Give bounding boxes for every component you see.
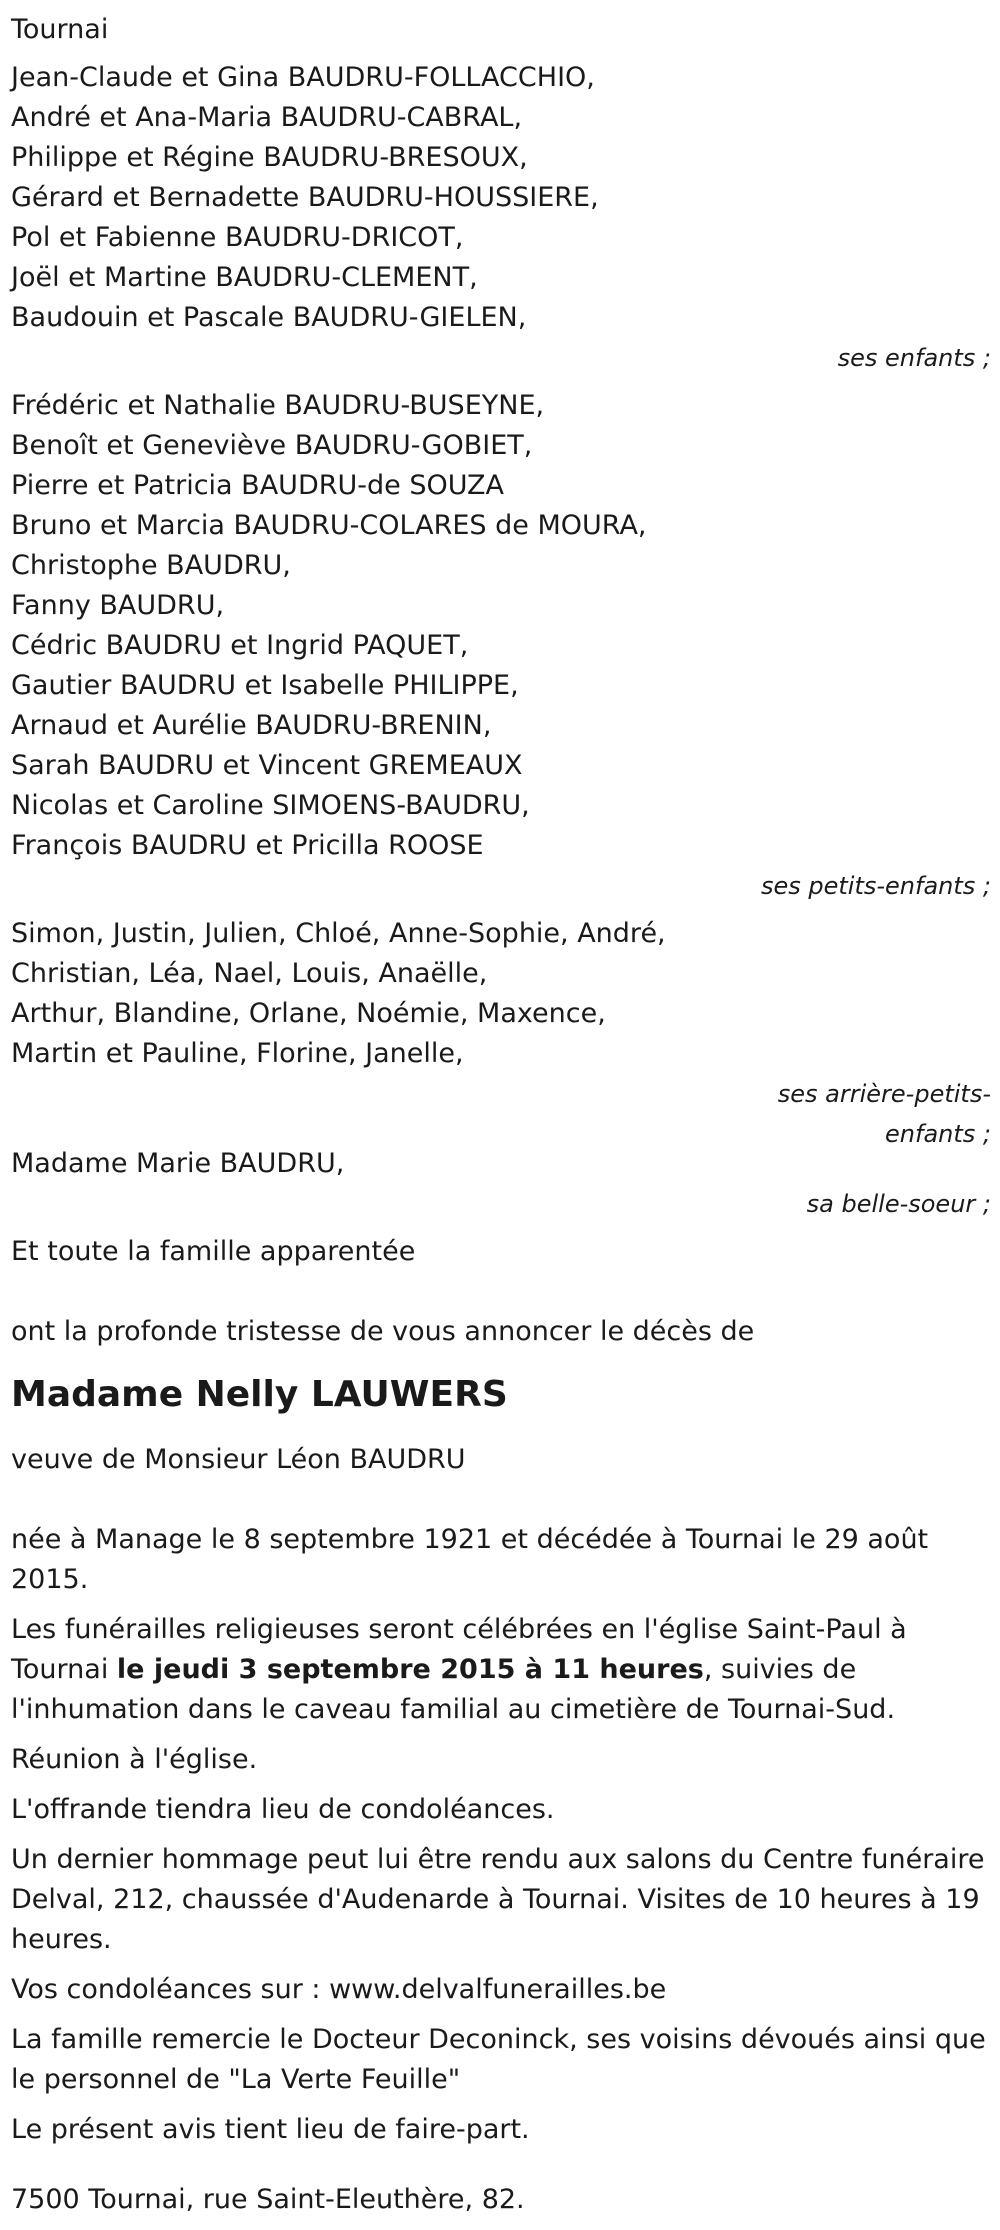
- sister-in-law-role: [11, 1184, 991, 1224]
- list-item: Jean-Claude et Gina BAUDRU-FOLLACCHIO,: [11, 62, 595, 93]
- role-label: ses arrière-petits-: [777, 1080, 991, 1108]
- list-item: Christian, Léa, Nael, Louis, Anaëlle,: [11, 958, 488, 989]
- spacer: [11, 1480, 991, 1520]
- role-label: ses enfants ;: [837, 344, 991, 372]
- list-item: Gérard et Bernadette BAUDRU-HOUSSIERE,: [11, 182, 599, 213]
- great-grandchildren-list: [11, 914, 991, 1074]
- list-item: Gautier BAUDRU et Isabelle PHILIPPE,: [11, 670, 519, 701]
- spacer: [11, 1272, 991, 1312]
- condolences: Vos condoléances sur : www.delvalfunerailles.be: [11, 1974, 667, 2005]
- sister-in-law: Madame Marie BAUDRU,: [11, 1148, 345, 1179]
- offering: L'offrande tiendra lieu de condoléances.: [11, 1794, 555, 1825]
- list-item: Frédéric et Nathalie BAUDRU-BUSEYNE,: [11, 390, 545, 421]
- obituary-notice: [11, 10, 991, 2230]
- grandchildren-list: [11, 386, 991, 866]
- thanks: La famille remercie le Docteur Deconinck, ses voisins dévoués ainsi que le personnel de "La Verte Feuille": [11, 2024, 986, 2095]
- list-item: Benoît et Geneviève BAUDRU-GOBIET,: [11, 430, 533, 461]
- announcement: ont la profonde tristesse de vous annoncer le décès de: [11, 1316, 755, 1347]
- grandchildren-role: [11, 866, 991, 906]
- children-role: [11, 338, 991, 378]
- spacer: [11, 50, 991, 58]
- family-line: Et toute la famille apparentée: [11, 1236, 416, 1267]
- list-item: Martin et Pauline, Florine, Janelle,: [11, 1038, 464, 1069]
- spacer: [11, 378, 991, 386]
- spacer: [11, 1224, 991, 1232]
- list-item: Pierre et Patricia BAUDRU-de SOUZA: [11, 470, 504, 501]
- list-item: Fanny BAUDRU,: [11, 590, 225, 621]
- funeral-text: , suivies de l'inhumation dans le caveau familial au cimetière de Tournai-Sud.: [11, 1654, 896, 1725]
- place-heading: Tournai: [11, 14, 109, 45]
- funeral-info: [11, 1610, 991, 1730]
- funeral-text: Les funérailles religieuses seront célébrées en l'église Saint-Paul à Tournai: [11, 1614, 907, 1685]
- widow-of: veuve de Monsieur Léon BAUDRU: [11, 1444, 466, 1475]
- deceased-name: Madame Nelly LAUWERS: [11, 1374, 508, 1415]
- list-item: Christophe BAUDRU,: [11, 550, 291, 581]
- list-item: Arnaud et Aurélie BAUDRU-BRENIN,: [11, 710, 492, 741]
- funeral-date: le jeudi 3 septembre 2015 à 11 heures: [116, 1654, 704, 1685]
- list-item: Cédric BAUDRU et Ingrid PAQUET,: [11, 630, 469, 661]
- notice: Le présent avis tient lieu de faire-part.: [11, 2114, 530, 2145]
- list-item: Baudouin et Pascale BAUDRU-GIELEN,: [11, 302, 527, 333]
- list-item: François BAUDRU et Pricilla ROOSE: [11, 830, 484, 861]
- role-label: ses petits-enfants ;: [760, 872, 991, 900]
- list-item: Arthur, Blandine, Orlane, Noémie, Maxence,: [11, 998, 606, 1029]
- role-label: sa belle-soeur ;: [806, 1190, 991, 1218]
- list-item: Pol et Fabienne BAUDRU-DRICOT,: [11, 222, 464, 253]
- address: 7500 Tournai, rue Saint-Eleuthère, 82.: [11, 2184, 525, 2215]
- list-item: Nicolas et Caroline SIMOENS-BAUDRU,: [11, 790, 530, 821]
- list-item: Bruno et Marcia BAUDRU-COLARES de MOURA,: [11, 510, 647, 541]
- great-grandchildren-role: [11, 1074, 991, 1154]
- list-item: Sarah BAUDRU et Vincent GREMEAUX: [11, 750, 523, 781]
- list-item: André et Ana-Maria BAUDRU-CABRAL,: [11, 102, 523, 133]
- list-item: Joël et Martine BAUDRU-CLEMENT,: [11, 262, 478, 293]
- spacer: [11, 2160, 991, 2180]
- children-list: [11, 58, 991, 338]
- meeting: Réunion à l'église.: [11, 1744, 258, 1775]
- birth-death: née à Manage le 8 septembre 1921 et décédée à Tournai le 29 août 2015.: [11, 1524, 929, 1595]
- spacer: [11, 906, 991, 914]
- list-item: Simon, Justin, Julien, Chloé, Anne-Sophie, André,: [11, 918, 666, 949]
- tribute: Un dernier hommage peut lui être rendu aux salons du Centre funéraire Delval, 212, chaussée d'Audenarde à Tournai. Visites de 10 heures à 19 heures.: [11, 1844, 985, 1955]
- list-item: Philippe et Régine BAUDRU-BRESOUX,: [11, 142, 528, 173]
- role-label: enfants ;: [885, 1120, 991, 1148]
